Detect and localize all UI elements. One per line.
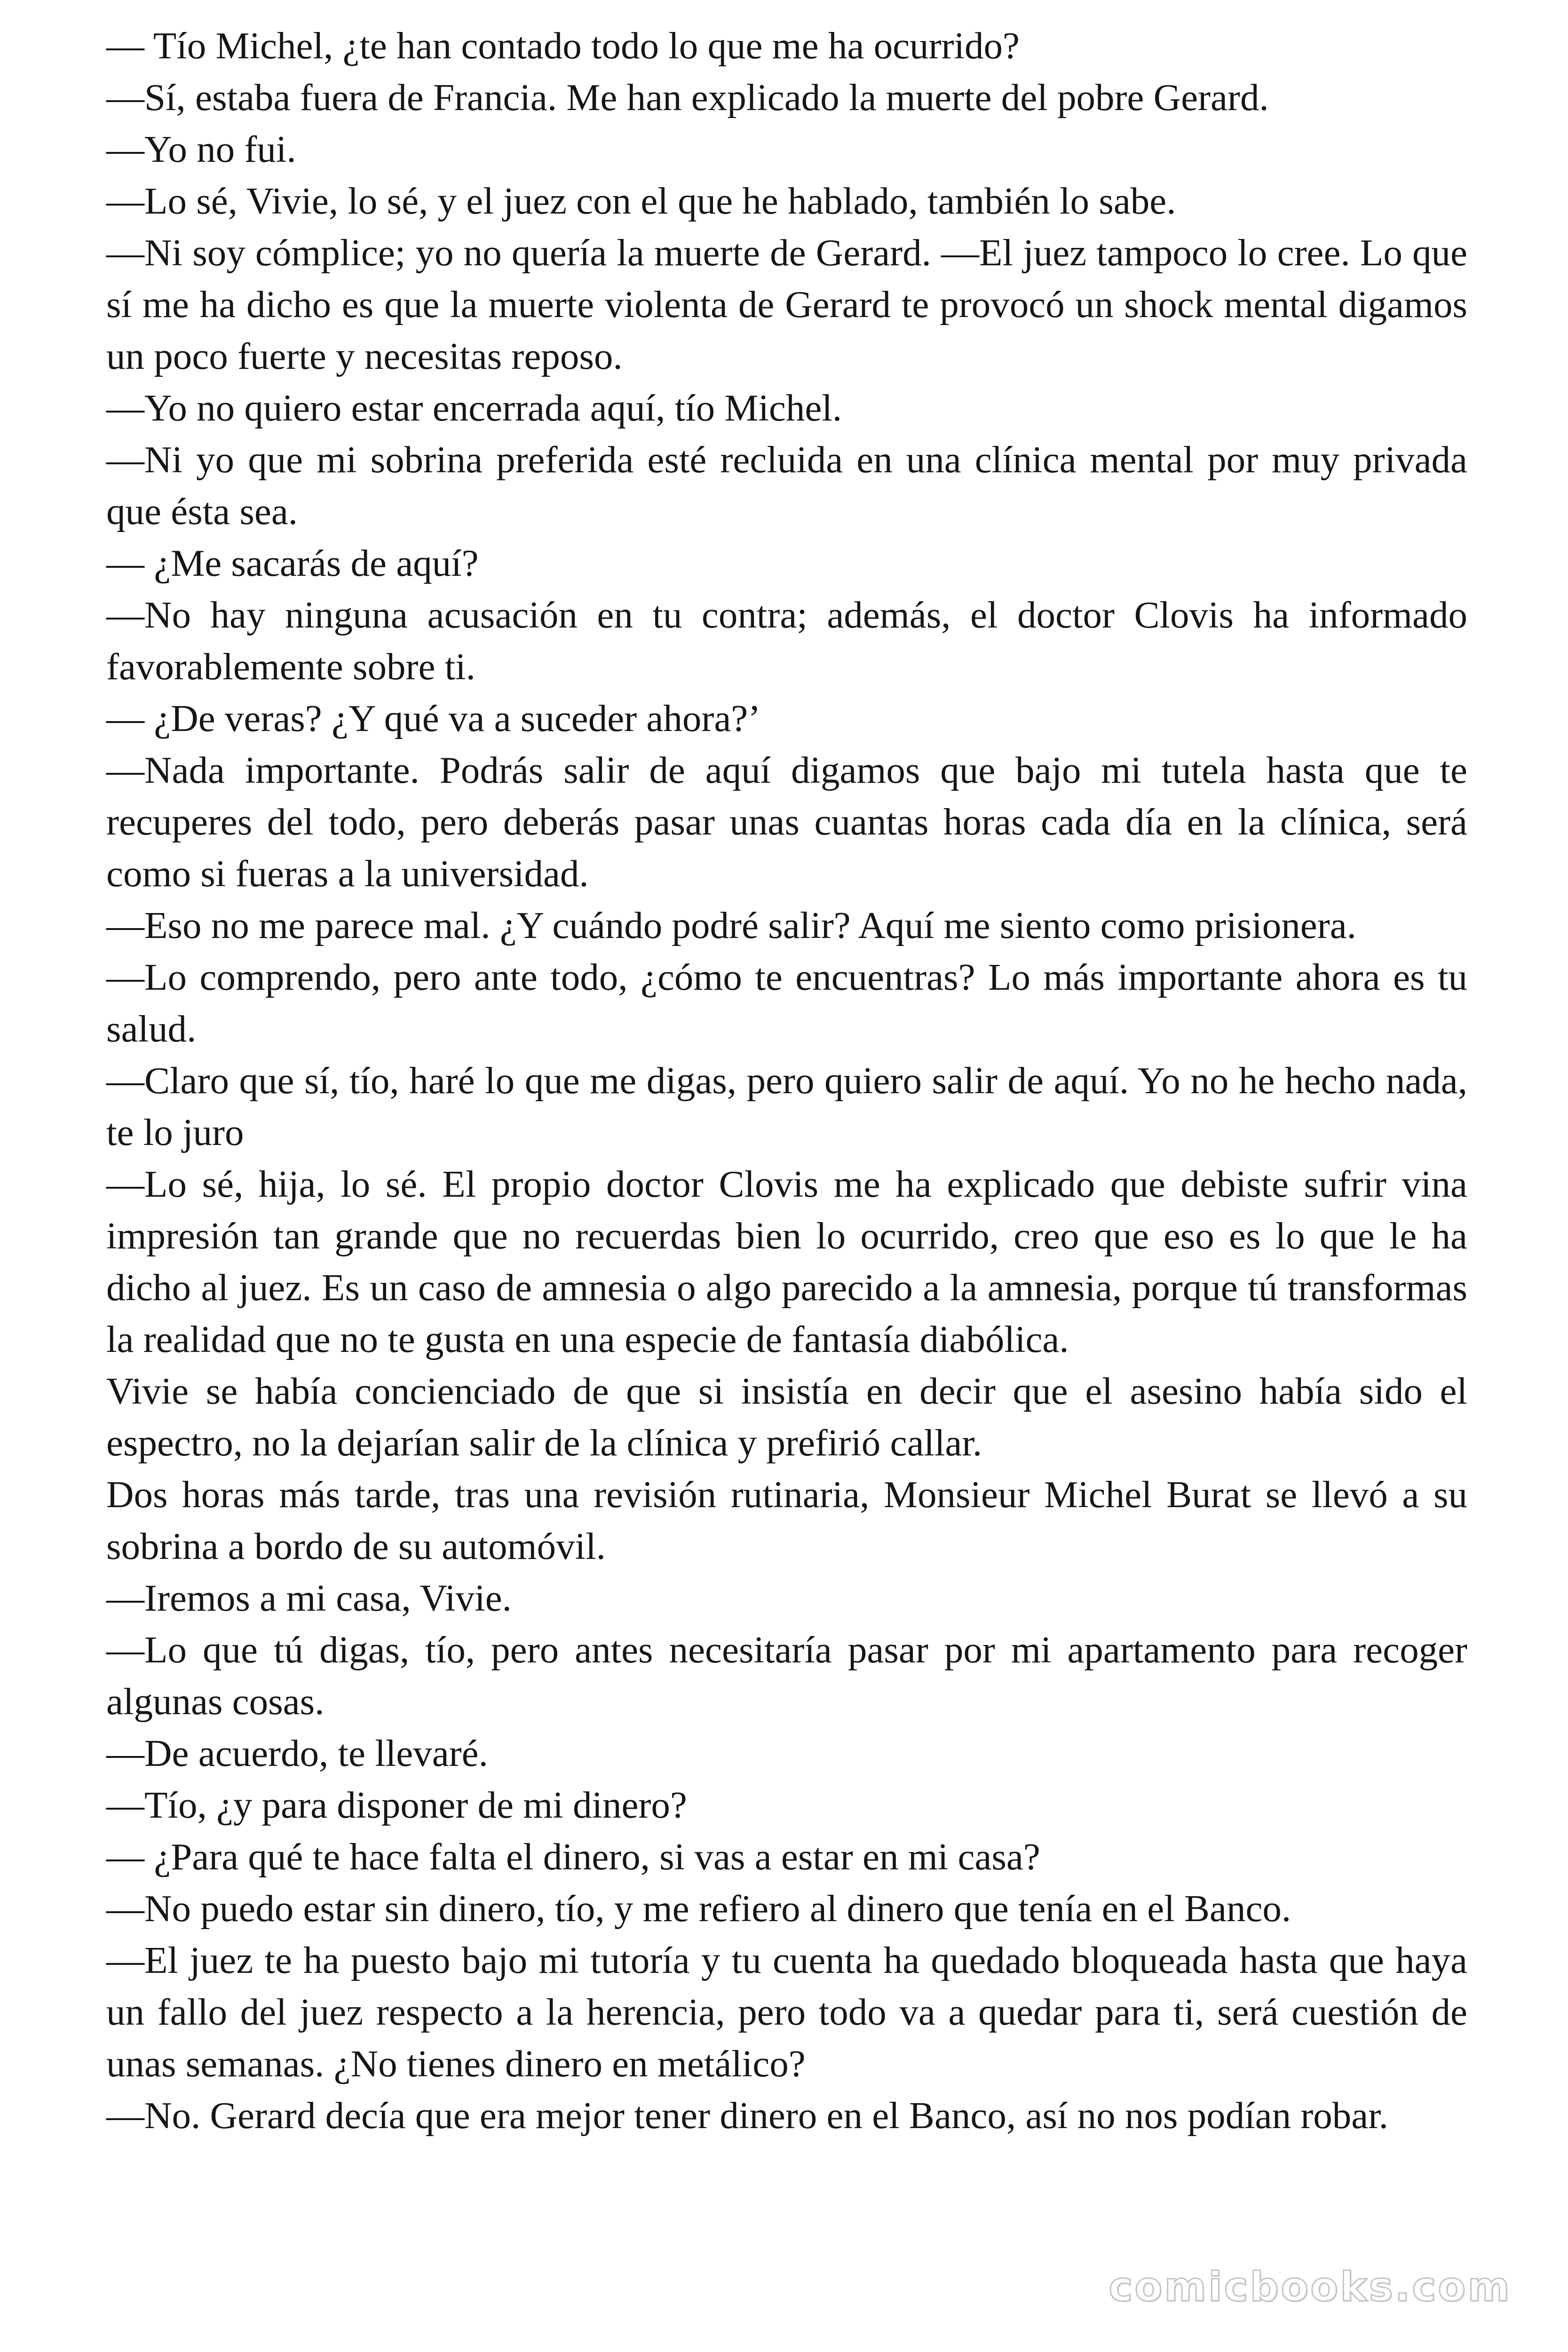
- paragraph: —Ni yo que mi sobrina preferida esté recluida en una clínica mental por muy privada que ésta sea.: [106, 438, 1467, 532]
- paragraph: —Sí, estaba fuera de Francia. Me han explicado la muerte del pobre Gerard.: [106, 76, 1269, 119]
- paragraph: Dos horas más tarde, tras una revisión rutinaria, Monsieur Michel Burat se llevó a su sobrina a bordo de su automóvil.: [106, 1473, 1467, 1567]
- paragraph: —Lo sé, hija, lo sé. El propio doctor Clovis me ha explicado que debiste sufrir vina impresión tan grande que no recuerdas bien lo ocurrido, creo que eso es lo que le ha dicho al juez. Es un caso de amnesia o algo parecido a la amnesia, porque tú transformas la realidad que no te gusta en una especie de fantasía diabólica.: [106, 1163, 1467, 1360]
- paragraph: —No puedo estar sin dinero, tío, y me refiero al dinero que tenía en el Banco.: [106, 1887, 1291, 1930]
- paragraph: —Iremos a mi casa, Vivie.: [106, 1577, 512, 1619]
- page-body: [106, 20, 1467, 2141]
- paragraph: — Tío Michel, ¿te han contado todo lo que me ha ocurrido?: [106, 24, 1020, 67]
- paragraph: — ¿Para qué te hace falta el dinero, si vas a estar en mi casa?: [106, 1836, 1040, 1878]
- paragraph: —Eso no me parece mal. ¿Y cuándo podré salir? Aquí me siento como prisionera.: [106, 904, 1356, 946]
- paragraph: — ¿Me sacarás de aquí?: [106, 542, 479, 584]
- paragraph: —Lo que tú digas, tío, pero antes necesitaría pasar por mi apartamento para recoger algunas cosas.: [106, 1629, 1467, 1723]
- paragraph: —Lo sé, Vivie, lo sé, y el juez con el que he hablado, también lo sabe.: [106, 180, 1176, 222]
- paragraph: — ¿De veras? ¿Y qué va a suceder ahora?’: [106, 697, 761, 739]
- paragraph: —Claro que sí, tío, haré lo que me digas, pero quiero salir de aquí. Yo no he hecho nada, te lo juro: [106, 1059, 1467, 1153]
- paragraph: —Ni soy cómplice; yo no quería la muerte de Gerard. —El juez tampoco lo cree. Lo que sí me ha dicho es que la muerte violenta de Gerard te provocó un shock mental digamos un poco fuerte y necesitas reposo.: [106, 231, 1467, 377]
- paragraph: —No. Gerard decía que era mejor tener dinero en el Banco, así no nos podían robar.: [106, 2094, 1388, 2137]
- paragraph: —El juez te ha puesto bajo mi tutoría y tu cuenta ha quedado bloqueada hasta que haya un fallo del juez respecto a la herencia, pero todo va a quedar para ti, será cuestión de unas semanas. ¿No tienes dinero en metálico?: [106, 1939, 1467, 2085]
- paragraph: —Tío, ¿y para disponer de mi dinero?: [106, 1784, 687, 1826]
- paragraph: —De acuerdo, te llevaré.: [106, 1732, 488, 1774]
- paragraph: —Nada importante. Podrás salir de aquí digamos que bajo mi tutela hasta que te recuperes del todo, pero deberás pasar unas cuantas horas cada día en la clínica, será como si fueras a la universidad.: [106, 749, 1467, 895]
- paragraph: Vivie se había concienciado de que si insistía en decir que el asesino había sido el espectro, no la dejarían salir de la clínica y prefirió callar.: [106, 1370, 1467, 1464]
- paragraph: —Lo comprendo, pero ante todo, ¿cómo te encuentras? Lo más importante ahora es tu salud.: [106, 956, 1467, 1050]
- watermark: comicbooks.com: [1109, 2264, 1512, 2311]
- paragraph: —Yo no quiero estar encerrada aquí, tío Michel.: [106, 387, 842, 429]
- paragraph: —Yo no fui.: [106, 128, 296, 170]
- paragraph: —No hay ninguna acusación en tu contra; además, el doctor Clovis ha informado favorablemente sobre ti.: [106, 594, 1467, 688]
